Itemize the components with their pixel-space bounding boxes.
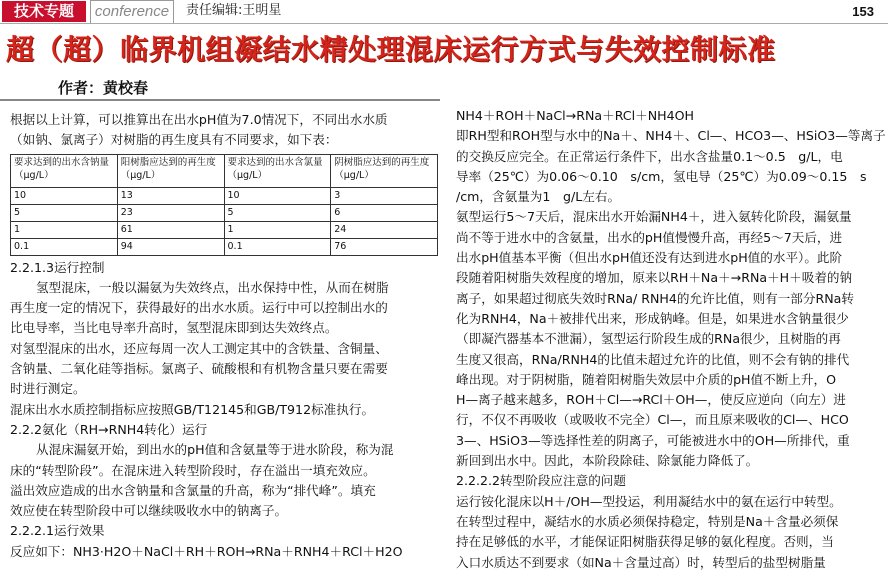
paragraph-line: 段随着阳树脂失效程度的增加，原来以RH＋Na＋→RNa＋H＋吸着的钠 <box>456 270 853 286</box>
paragraph-line: 的交换反应完全。在正常运行条件下，出水含盐量0.1～0.5 g/L，电 <box>456 148 843 164</box>
paragraph-line: 比电导率，当比电导率升高时，氢型混床即到达失效终点。 <box>10 320 338 336</box>
article-author: 作者：黄校春 <box>58 79 149 97</box>
paragraph-line: 离子，如果超过彻底失效时RNa/ RNH4的允许比值，则有一部分RNa转 <box>456 290 854 306</box>
regeneration-table <box>10 154 438 256</box>
table-header-row <box>11 154 438 187</box>
paragraph-line: 持在足够低的水平，才能保证阳树脂获得足够的氨化程度。否则，当 <box>456 534 834 550</box>
section-heading: 3—、HSiO3—等选择性差的阴离子，可能被进水中的OH—所排代，重 <box>456 432 850 448</box>
editor-credit: 责任编辑:王明星 <box>186 3 282 18</box>
paragraph-line: 反应如下：NH3·H2O＋NaCl＋RH＋ROH→RNa＋RNH4＋RCl＋H2O <box>10 543 403 559</box>
left-column <box>10 110 440 562</box>
section-heading: 2.2.1.3运行控制 <box>10 259 105 275</box>
table-cell: 0.1 <box>11 238 118 255</box>
paragraph-line: 运行铵化混床以H＋/OH—型投运，利用凝结水中的氨在运行中转型。 <box>456 493 842 509</box>
paragraph-line: 含钠量、二氧化硅等指标。氯离子、硫酸根和有机物含量只要在需要 <box>10 361 388 377</box>
header-divider <box>0 23 888 24</box>
table-cell: 13 <box>117 187 224 204</box>
paragraph-line: （如钠、氯离子）对树脂的再生度具有不同要求，如下表： <box>10 132 338 148</box>
table-header-cell: 要求达到的出水含氯量（μg/L） <box>224 154 331 187</box>
table-row <box>11 204 438 221</box>
paragraph-line: 根据以上计算，可以推算出在出水pH值为7.0情况下，不同出水水质 <box>10 112 388 127</box>
paragraph-line: 对氢型混床的出水，还应每周一次人工测定其中的含铁量、含铜量、 <box>10 340 388 356</box>
author-divider <box>0 99 440 101</box>
table-cell: 24 <box>331 221 438 238</box>
paragraph-line: （即凝汽器基本不泄漏），氢型运行阶段生成的RNa很少，且树脂的再 <box>456 331 841 347</box>
table-header-cell: 阳树脂应达到的再生度（μg/L） <box>117 154 224 187</box>
table-cell: 3 <box>331 187 438 204</box>
table-cell: 0.1 <box>224 238 331 255</box>
paragraph-line: 从混床漏氨开始，到出水的pH值和含氨量等于进水阶段，称为混 <box>36 442 394 458</box>
table-cell: 94 <box>117 238 224 255</box>
left-body-text <box>10 258 440 562</box>
conference-label: conference <box>90 0 174 24</box>
paragraph-line: 出水pH值基本平衡（但出水pH值还没有达到进水pH值的水平）。此阶 <box>456 250 843 266</box>
paragraph-line: 溢出效应造成的出水含钠量和含氯量的升高，称为“排代峰”。填充 <box>10 482 376 498</box>
page-header <box>0 0 888 24</box>
paragraph-line: 峰出现。对于阴树脂，随着阳树脂失效层中介质的pH值不断上升，O <box>456 371 837 387</box>
table-row <box>11 238 438 255</box>
table-cell: 1 <box>224 221 331 238</box>
paragraph-line: 效应使在转型阶段中可以继续吸收水中的钠离子。 <box>10 503 288 519</box>
section-heading: 2.2.2氨化（RH→RNH4转化）运行 <box>10 421 208 437</box>
right-column <box>456 106 884 573</box>
paragraph-line: 入口水质达不到要求（如Na＋含量过高）时，转型后的盐型树脂量 <box>456 554 826 570</box>
section-tag: 技术专题 <box>2 1 86 22</box>
table-cell: 61 <box>117 221 224 238</box>
paragraph-line: 氨型运行5～7天后，混床出水开始漏NH4＋，进入氨转化阶段，漏氨量 <box>456 209 852 225</box>
table-cell: 10 <box>11 187 118 204</box>
paragraph-line: 尚不等于进水中的含氨量，出水的pH值慢慢升高，再经5～7天后，进 <box>456 229 843 245</box>
right-body-text <box>456 106 884 573</box>
page-number: 153 <box>852 4 874 19</box>
paragraph-line: 即RH型和ROH型与水中的Na＋、NH4＋、Cl—、HCO3—、HSiO3—等离子 <box>456 128 886 144</box>
paragraph-line: 行，不仅不再吸收（或吸收不完全）Cl—，而且原来吸收的Cl—、HCO <box>456 412 849 428</box>
table-cell: 76 <box>331 238 438 255</box>
section-heading: 2.2.2.1运行效果 <box>10 523 105 539</box>
section-heading: 2.2.2.2转型阶段应注意的问题 <box>456 473 626 489</box>
paragraph-line: 在转型过程中，凝结水的水质必须保持稳定，特别是Na＋含量必须保 <box>456 513 839 529</box>
paragraph-line: NH4＋ROH＋NaCl→RNa＋RCl＋NH4OH <box>456 108 694 123</box>
table-header-cell: 要求达到的出水含钠量（μg/L） <box>11 154 118 187</box>
table-cell: 6 <box>331 204 438 221</box>
paragraph-line: 氢型混床，一般以漏氨为失效终点，出水保持中性，从而在树脂 <box>36 279 389 295</box>
paragraph-line: 化为RNH4，Na＋被排代出来，形成钠峰。但是，如果进水含钠量很少 <box>456 310 849 326</box>
article-title: 超（超）临界机组凝结水精处理混床运行方式与失效控制标准 <box>6 33 776 66</box>
paragraph-line: 再生度一定的情况下，获得最好的出水水质。运行中可以控制出水的 <box>10 300 388 316</box>
paragraph-line: 导率（25℃）为0.06～0.10 s/cm，氢电导（25℃）为0.09～0.15 s <box>456 168 867 184</box>
table-row <box>11 187 438 204</box>
paragraph-line: 时进行测定。 <box>10 381 86 397</box>
table-cell: 10 <box>224 187 331 204</box>
paragraph-line: 混床出水水质控制指标应按照GB/T12145和GB/T912标准执行。 <box>10 401 375 417</box>
table-cell: 5 <box>224 204 331 221</box>
table-cell: 23 <box>117 204 224 221</box>
paragraph-line: 床的“转型阶段”。在混床进入转型阶段时，存在溢出一填充效应。 <box>10 462 376 478</box>
table-cell: 5 <box>11 204 118 221</box>
table-header-cell: 阴树脂应达到的再生度（μg/L） <box>331 154 438 187</box>
paragraph-line: H—离子越来越多，ROH＋Cl—→RCl＋OH—，使反应逆向（向左）进 <box>456 392 846 408</box>
paragraph-line: 新回到出水中。因此，本阶段除硅、除氯能力降低了。 <box>456 453 759 469</box>
paragraph-line: /cm，含氨量为1 g/L左右。 <box>456 189 621 205</box>
table-cell: 1 <box>11 221 118 238</box>
paragraph-line: 生度又很高，RNa/RNH4的比值未超过允许的比值，则不会有钠的排代 <box>456 351 850 367</box>
table-row <box>11 221 438 238</box>
